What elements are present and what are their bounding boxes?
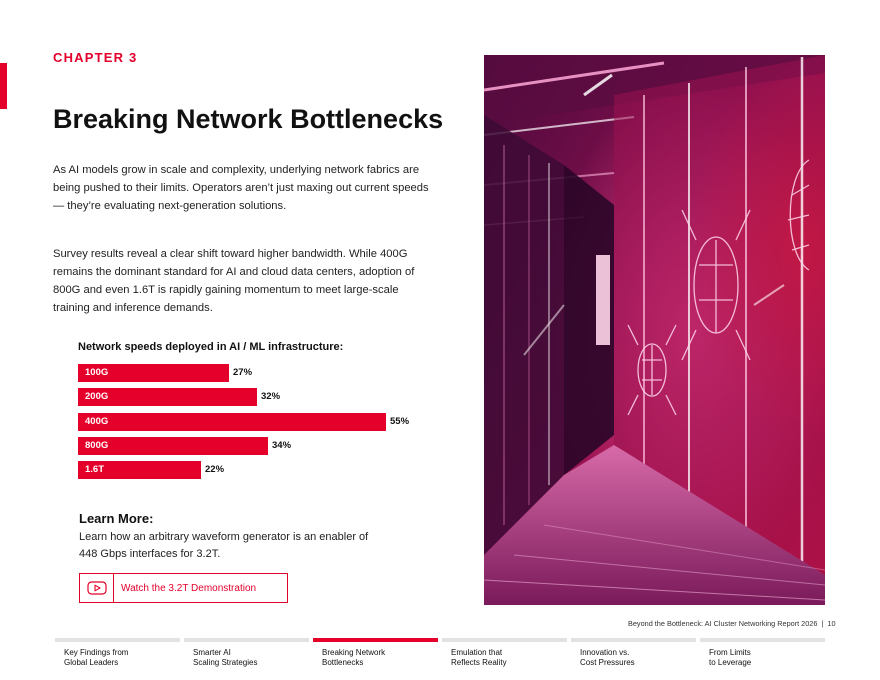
bar-value-200g: 32% [261, 391, 281, 402]
chapter-side-tab [0, 63, 7, 109]
chapter-nav [55, 638, 826, 678]
chart-row [78, 364, 279, 382]
nav-key-findings[interactable] [55, 638, 180, 678]
chart-row [78, 413, 436, 431]
nav-label: Emulation that Reflects Reality [451, 648, 507, 667]
play-icon [80, 574, 114, 602]
nav-indicator [700, 638, 825, 642]
nav-emulation[interactable] [442, 638, 567, 678]
nav-indicator [571, 638, 696, 642]
bar-label-100g: 100G [85, 367, 109, 378]
bar-label-800g: 800G [85, 440, 109, 451]
chart-title: Network speeds deployed in AI / ML infrastructure: [78, 341, 344, 353]
bar-label-1-6t: 1.6T [85, 464, 105, 475]
report-footer [628, 619, 836, 628]
bar-value-800g: 34% [272, 440, 292, 451]
chapter-label: CHAPTER 3 [53, 50, 138, 65]
report-title: Beyond the Bottleneck: AI Cluster Networking Report 2026 [628, 619, 818, 628]
chart-row [78, 437, 318, 455]
intro-paragraph: As AI models grow in scale and complexity, underlying network fabrics are being pushed to their limits. Operators aren’t just maxing out current speeds — they’re evaluating next-generation solutions. [53, 164, 429, 212]
nav-label: Smarter AI Scaling Strategies [193, 648, 258, 667]
watch-demo-label: Watch the 3.2T Demonstration [121, 582, 257, 594]
bar-value-100g: 27% [233, 367, 253, 378]
nav-smarter-ai[interactable] [184, 638, 309, 678]
bar-value-400g: 55% [390, 416, 410, 427]
nav-label: From Limits to Leverage [709, 648, 752, 667]
nav-label: Innovation vs. Cost Pressures [580, 648, 635, 667]
nav-from-limits[interactable] [700, 638, 825, 678]
nav-indicator [313, 638, 438, 642]
bar-value-1-6t: 22% [205, 464, 225, 475]
watch-demo-button[interactable] [79, 573, 288, 603]
page-number: 10 [827, 619, 836, 628]
bar-label-400g: 400G [85, 416, 109, 427]
survey-paragraph: Survey results reveal a clear shift toward higher bandwidth. While 400G remains the dominant standard for AI and cloud data centers, adoption of 800G and even 1.6T is rapidly gaining momentum to meet large-scale training and inference demands. [53, 248, 415, 314]
chart-row [78, 461, 251, 479]
bar-400g [78, 413, 386, 431]
nav-breaking-network[interactable] [313, 638, 438, 678]
nav-label: Breaking Network Bottlenecks [322, 648, 386, 667]
nav-indicator [184, 638, 309, 642]
learn-more-text: Learn how an arbitrary waveform generator is an enabler of 448 Gbps interfaces for 3.2T. [79, 531, 369, 560]
learn-more-heading: Learn More: [79, 511, 154, 526]
bar-label-200g: 200G [85, 391, 109, 402]
server-room-image [484, 55, 825, 605]
nav-innovation[interactable] [571, 638, 696, 678]
nav-label: Key Findings from Global Leaders [64, 648, 129, 667]
chart-row [78, 388, 307, 406]
footer-separator: | [821, 619, 824, 628]
nav-indicator [442, 638, 567, 642]
page-title: Breaking Network Bottlenecks [53, 104, 444, 134]
bar-chart [78, 364, 438, 482]
nav-indicator [55, 638, 180, 642]
